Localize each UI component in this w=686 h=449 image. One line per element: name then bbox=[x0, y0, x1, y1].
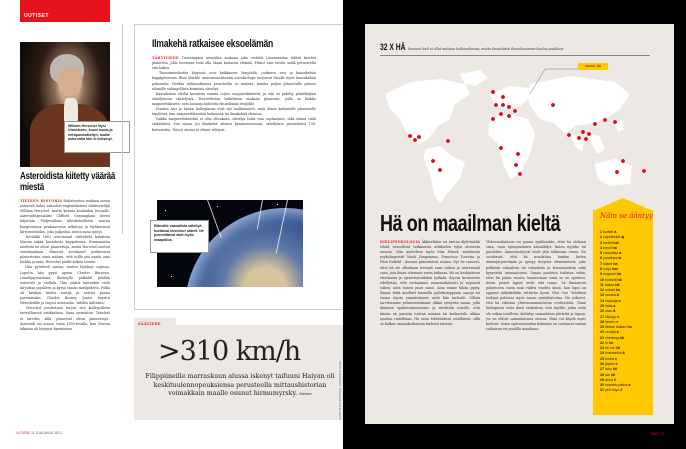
list-item: 13 ranska ä bbox=[600, 293, 619, 298]
article2-kicker: TÄHTITIEDE bbox=[152, 56, 179, 60]
section-tab bbox=[20, 0, 110, 22]
list-item: 12 unkari ha bbox=[600, 288, 620, 293]
list-item: 2 zapoteekki aj bbox=[600, 235, 625, 240]
photo-credit: KUVAT SHUTTERSTOCK, ALAMY/NTB, NASA bbox=[338, 361, 342, 420]
list-item: 30 murrinh-patha a bbox=[600, 383, 631, 388]
list-item: 9 englanti hä bbox=[600, 272, 621, 277]
list-item: 6 yaraikani ai bbox=[600, 256, 622, 261]
map-subtitle: Suomen kieli ei ollut mukana tutkimuksessa, mutta ilmiselvästi ilmaukseemme kuuluu joukkoon. bbox=[408, 47, 565, 51]
article2-headline: Ilmakehä ratkaisee eksoelämän bbox=[152, 38, 274, 50]
list-item: 11 saksa hä bbox=[600, 282, 620, 287]
list-title: Näin se ääntyy bbox=[600, 212, 653, 220]
map-count: 32 X HÄ bbox=[380, 42, 406, 52]
list-item: 1 tsotsih a bbox=[600, 230, 617, 234]
list-item: 16 siwu ã bbox=[600, 309, 616, 314]
article1-kicker: TIETEEN HISTORIA bbox=[20, 199, 63, 203]
article2-body: TÄHTITIEDE Tuoreimpien arvioiden mukaan joka viidettä Linnunradan tähteä kiertää planeetta, jolla teoriassa voisi olla Maan kaltaista elämää. Pitäisi vain tietää, millä perusteella sitä hakea. Tunnusmerkistön kärjessä ovat krikkaneet lämpötila, juokseva vesi ja kaasukehän happipitoisuus. Blue Marble -avaruusinstituutin astrobiologit tarjoavat listalle myös kaasukehän paksuutta. Heidän tutkimuksensa perusteella se määrää, kuinka paljon planeetalle pääsee elämälle vahingollista kosmista säteilyä. Kaasukehän ohella kosmista vaaraa torjuu magneettikenttä, ja sitä on pidetty pääteköjänä säteilytason säätelyssä. Teoreettisten laskelmien mukaan planeetat, joilla on heikko magneettikenttä, ovat huonoja kohteita eksoelämän etsijöille. Dimitra Atri ja hänen kolleganssa ovat nyt mallintaneet, mitä Maan kaltaiselle planeetalle tapahtuu, kun magneettikenttää heikentää tai ilmakehää ohentaa. Vaikka magneettikenttää ei olisi ollenkaan, säteilyä tulisi vain tuplaannos, eikä elämä vielä säikähtäisi. Sen sijaan jos ilmakehä ohenisi kymmenesosaan, säteilytaso ponnahtaisi 130-kertaiseksi. Niissä oloissa ei elämä viihtyisi. bbox=[152, 56, 316, 132]
list-item: 21 chintang hã bbox=[600, 335, 624, 340]
list-item: 28 lao hã bbox=[600, 372, 615, 377]
list-item: 20 venäjä a bbox=[600, 330, 619, 335]
list-item: 27 lahu hã bbox=[600, 367, 617, 372]
image-caption: Elämälle vaarallista säteilyä tuottavat kosmiset säteet. Ne pommittavat alati myös maapalloa. bbox=[150, 220, 209, 253]
article1-body: TIETEEN HISTORIA Hakuteosten mukaan sanan asteroidi keksi saksalais-englantilainen tähtitieteilijä William Herschel, mutta kunnia kuuluukin toisaalle. Asteroidispesialisti Clifford Cunningham kertoi hiljattain Yhdysvaltain tähtitieteellisen seuran kongressissa penkoneensa arkistoja ja löytäneensä kirjeenvaihdon, joka paljastaa, miten sana syntyi. Keväällä 1802 astronomit väittelivät kahdesta Marsin takaa havaitusta kappaleesta. Enemmistön mielestä ne olivat planeettoja, mutta Herschel asettui vastahankaan. Hänestä autokaiset poikkesivat planeetoista siinä määrin, että niille piti saada oma luokka ja nimi. Herschel päätti keksiä termin. Hän pyöritteli sanoja, muttei löytänyt sopivaa. Lopulta hän pyysi apuun Charles Burneyn, runoilijaystävänsä. Burneylle pälkähti päähän asteroidi ja stellula. Hän päätti kuitenkin vielä kirjoittaa pojalleen ja kysyä tämän mielipidettä. Poika oli kreikan kielen tuntija ja saattoi panna paremmaksi. Charles Burney Junior kirjoitti Herschelille ja tarjosi asteroidia, 'tähden kaltaista'. Herschel puolestaan tarjosi sitä kollegoilleen tieteellisessä artikkelissa. Sana tyrmättiin. Tekeletä ei tarvittu, sillä 'planeetat olivat planeettoja'. Asteroidi sai armon vasta 1850-luvulla, kun Marsin takaisia oli löytynyt kymmenen. bbox=[20, 199, 110, 331]
list-item: 31 yélî dnye ẽ bbox=[600, 388, 623, 393]
map-header bbox=[380, 42, 564, 52]
map-label-suomi: suomi: hä bbox=[578, 63, 608, 70]
fact-big-value: >310 km/h bbox=[158, 336, 301, 367]
folio-right: TIEDE 11 bbox=[650, 432, 665, 436]
ha-column-1: KIELIPSYKOLOGIA Äkkiseltään voi tuntua älyttömältä tehdä tieteellistä tutkimusta arkikielen tylyn oloisesta tavasta. Niin ajattelivat myös Max Planck -instituutin psykolingvistit Mark Dingemans, Francisco Torreira ja Nick Enfield – kunnes paneutuivat asiaan. Nyt he sanovat, ettei hä ole ollenkaan triviaali vaan tärkeä ja universaali sana, jota ilman olisimme usein hukassa. Hä on keskinäisen viestinnän ja ajatustenvaihdon työkalu. Sujuva keskustelu edellyttää, että vastaamme asianmukaisesti ja nopeasti siihen, mitä toinen juuri sanoi. Aina emme tähän pysty. Emme ehkä kuulleet kunnolla puhekumppanin sanoja tai emme täysin ymmärtäneet, mitä hän tarkoitti. Silloin tarvitsemme pelastusrenkaan: äkkiä syntyvän sanan, jolla ilmaisee epätietoisuutemme ja viestittää toiselle, että tämän on parasta toistaa asiansa tai keskustelu uhkaa ajautua raiteiltaan. Hä istuu tehtäväänsä oivallisesti, sillä se kulkee samankaltaisena kielestä toiseen. bbox=[380, 240, 480, 326]
list-item: 4 kreoli ha bbox=[600, 245, 617, 250]
world-map bbox=[370, 64, 650, 214]
article1-headline: Asteroidista kiitetty väärää miestä bbox=[20, 171, 116, 193]
list-item: 19 ākhoe hailom ha bbox=[600, 325, 632, 330]
list-item: 22 lri ha bbox=[600, 340, 613, 345]
ha-kicker: KIELIPSYKOLOGIA bbox=[380, 240, 421, 244]
list-item: 7 islanti ha bbox=[600, 261, 618, 266]
fact-source: Nature bbox=[299, 392, 312, 396]
list-item: 15 italia a bbox=[600, 303, 616, 308]
ha-column-2: Yhdenmukaisuus voi panna epäilemään, ettei hä olekaan sana, vaan synnynnäinen äännähdys, kuten nyyhke tai parahdus. Äänneanalyysit eivät jätä tulkinnan varaa. Ne osoittavat, että hä noudattaa kunkin kielen äännejärjestelmää ja syntyy tietyistä elementeistä: joko pelkästä vokaalista tai vokaalista ja konsonantista sekä kysyvästä intonaatiosta. Sanan puolesta todistaa sekin, ettei hä pääse suusta luonnostaan vaan se on opittava. Aivan pienet lapset eivät sitä tunne. Se ilmaantuu puheeseen vasta noin viiden vuoden iässä, kun lapsi on oppinut äidinkielään riittävän hyvin. Plos One -lehdessä tutkijat pohtivat myös sanan syntyhistoriaa. He uskovat, että hä edustaa yhteensuuntautuvaa evoluutiota. Tämä biologiasta tuttu ilmiö tarkoittaa, että lajeille, jotka eivät ole sukua toisilleen, kehittyy samanlaisia piirteitä ja tapoja, jos ne elävät samanlaisissa oloissa. Näin voi käydä myös kielissä. Sama epävarmuuden kokemus on tuottanut saman ratkaisun eri puolilla maailmaa. bbox=[486, 240, 586, 331]
list-item: 29 duna ẽ bbox=[600, 377, 616, 382]
list-item: 5 cha'palaa a bbox=[600, 251, 622, 256]
list-item: 23 tai lue hã bbox=[600, 346, 620, 351]
list-item: 10 hollanti hä bbox=[600, 277, 622, 282]
list-item: 18 herero e bbox=[600, 319, 619, 324]
fact-kicker: SÄÄTIEDE bbox=[138, 322, 161, 326]
list-item: 25 korea e bbox=[600, 356, 617, 361]
list-item: 14 espanja e bbox=[600, 298, 621, 303]
folio-left: 14 TIEDE 11 JOULUKUU 2013 bbox=[16, 431, 62, 435]
list-item: 8 norja hae bbox=[600, 266, 619, 271]
portrait-caption: William Herschel löysi Uranuksen, kuusi kuuta ja infrapunasäteilyn, mutta asteroidia hän ei keksinyt. bbox=[64, 121, 130, 153]
ha-headline: Hä on maailman kieltä bbox=[380, 210, 561, 236]
list-item: 26 japani e bbox=[600, 362, 618, 367]
list-item: 3 tseltal hai bbox=[600, 240, 619, 245]
fact-body: Filippiineille marraskuun alussa iskenyt taifuuni Haiyan oli keskituulennopeuksiensa perusteella mittaushistorian voimakkain maalle osunut hirmumyrsky. Nature bbox=[145, 373, 335, 397]
list-item: 24 mandariini ã bbox=[600, 351, 625, 356]
section-label: UUTISET bbox=[24, 13, 49, 19]
column-divider bbox=[122, 24, 123, 234]
list-item: 17 kilongo e bbox=[600, 314, 620, 319]
pronunciation-list bbox=[600, 230, 632, 394]
